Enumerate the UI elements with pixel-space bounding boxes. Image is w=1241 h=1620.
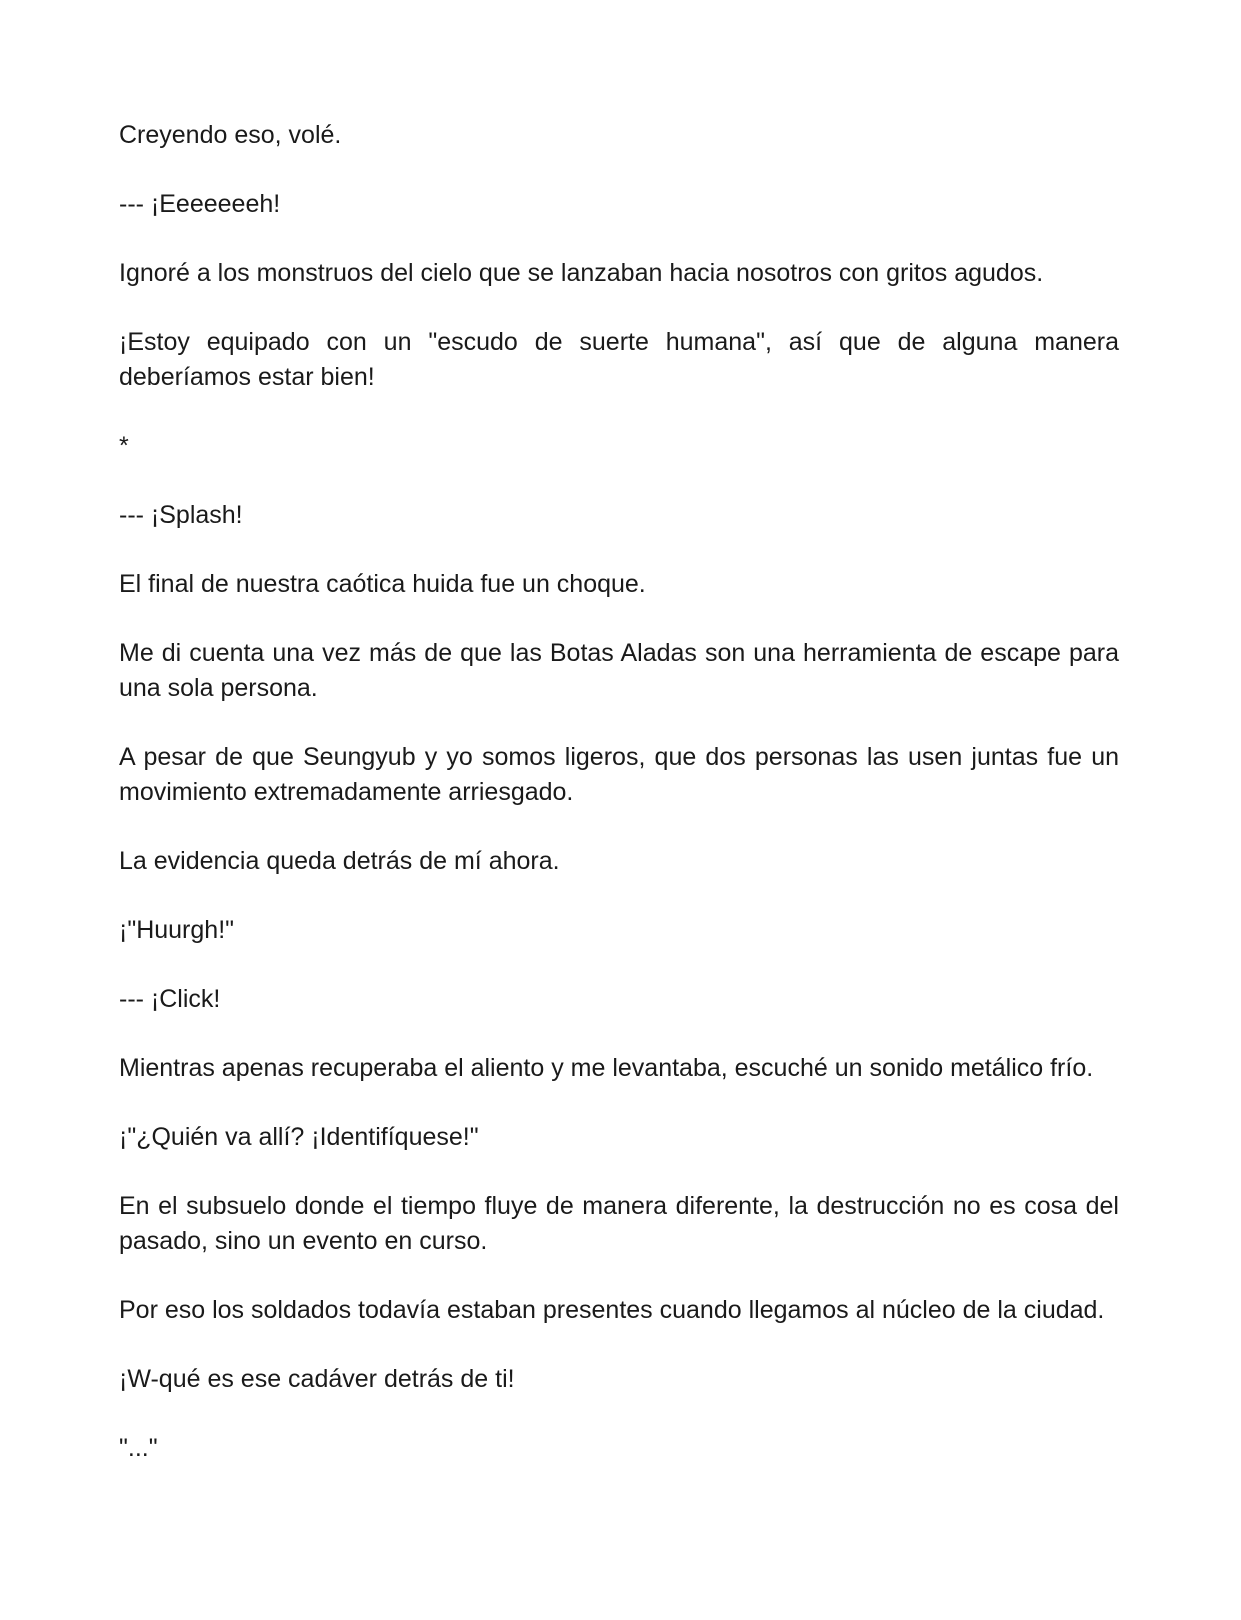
paragraph: --- ¡Click!: [119, 985, 221, 1013]
paragraph: ¡"Huurgh!": [119, 916, 235, 944]
paragraph: Mientras apenas recuperaba el aliento y me levantaba, escuché un sonido metálico frío.: [119, 1054, 1094, 1082]
paragraph: "...": [119, 1434, 158, 1462]
paragraph: Por eso los soldados todavía estaban presentes cuando llegamos al núcleo de la ciudad.: [119, 1296, 1105, 1324]
paragraph: ¡W-qué es ese cadáver detrás de ti!: [119, 1365, 515, 1393]
paragraph: En el subsuelo donde el tiempo fluye de manera diferente, la destrucción no es cosa del pasado, sino un evento en curso.: [119, 1192, 1119, 1255]
paragraph: La evidencia queda detrás de mí ahora.: [119, 847, 560, 875]
paragraph: ¡Estoy equipado con un "escudo de suerte humana", así que de alguna manera deberíamos estar bien!: [119, 328, 1119, 391]
paragraph: Me di cuenta una vez más de que las Botas Aladas son una herramienta de escape para una sola persona.: [119, 639, 1119, 702]
paragraph: --- ¡Eeeeeeeh!: [119, 190, 281, 218]
paragraph: ¡"¿Quién va allí? ¡Identifíquese!": [119, 1123, 479, 1151]
paragraph: --- ¡Splash!: [119, 501, 243, 529]
scene-break: *: [119, 432, 129, 460]
paragraph: Ignoré a los monstruos del cielo que se lanzaban hacia nosotros con gritos agudos.: [119, 259, 1044, 287]
paragraph: El final de nuestra caótica huida fue un choque.: [119, 570, 646, 598]
paragraph: A pesar de que Seungyub y yo somos ligeros, que dos personas las usen juntas fue un movimiento extremadamente arriesgado.: [119, 743, 1119, 806]
document-body: [119, 118, 1119, 1466]
paragraph: Creyendo eso, volé.: [119, 121, 342, 149]
